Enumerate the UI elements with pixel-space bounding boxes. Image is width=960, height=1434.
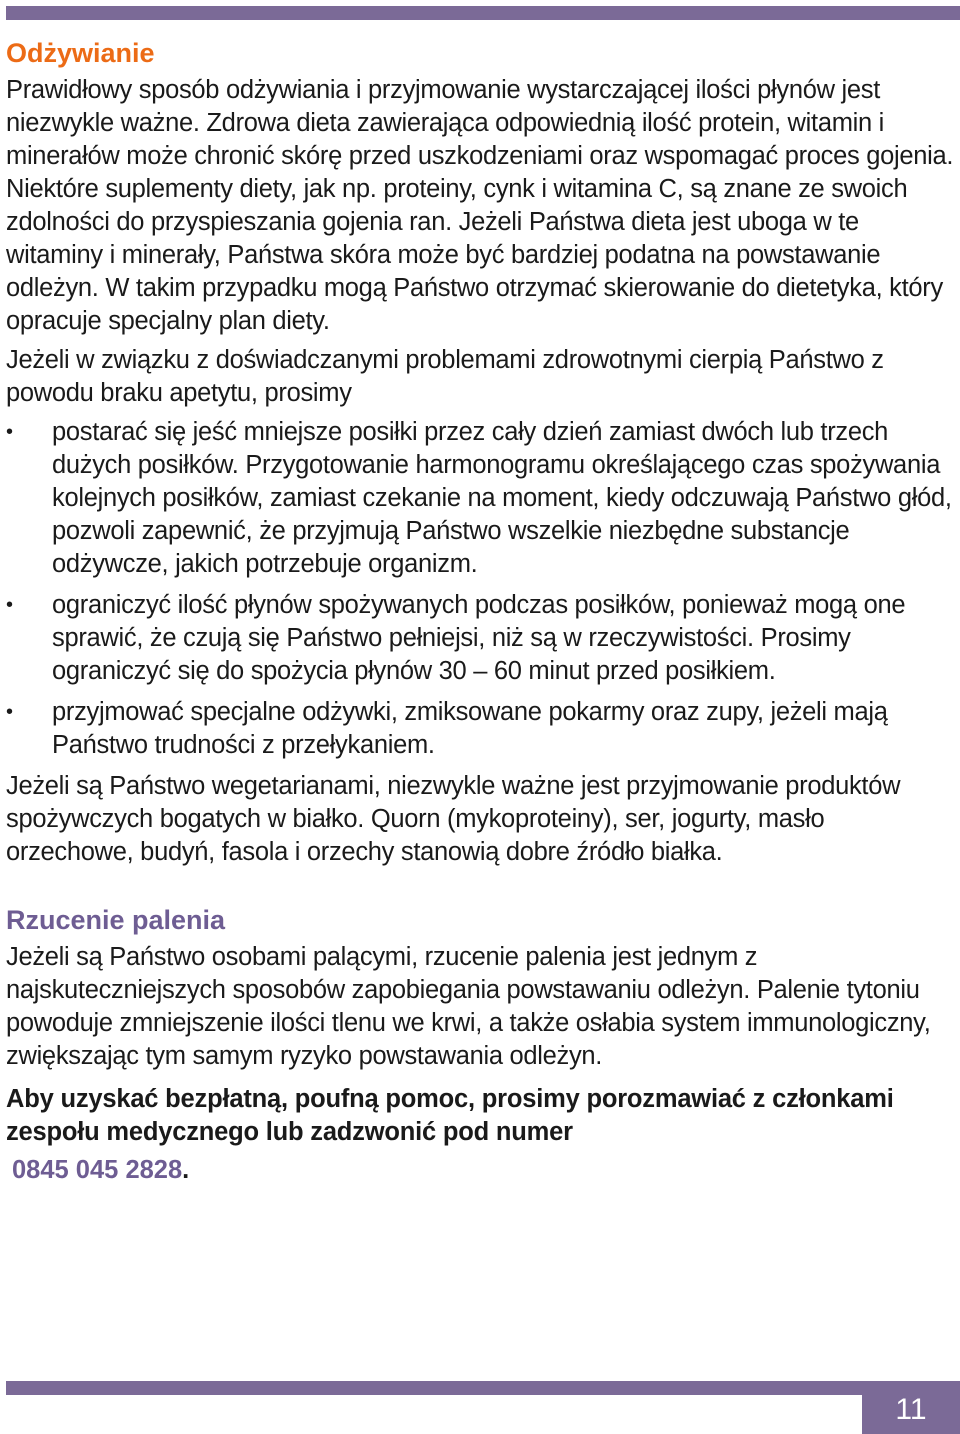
page-number: 11 [895, 1393, 927, 1426]
phone-number[interactable]: 0845 045 2828 [12, 1156, 183, 1184]
section-title-nutrition: Odżywianie [6, 38, 155, 68]
vegetarian-paragraph: Jeżeli są Państwo wegetarianami, niezwykle ważne jest przyjmowanie produktów spożywczych bogatych w białko. Quorn (mykoproteiny), ser, jogurty, masło orzechowe, budyń, fasola i orzechy stanowią dobre źródło białka. [6, 772, 901, 866]
bottom-decorative-bar [6, 1381, 960, 1395]
top-decorative-bar [6, 6, 960, 20]
list-item [6, 696, 956, 762]
smoking-paragraph: Jeżeli są Państwo osobami palącymi, rzucenie palenia jest jednym z najskuteczniejszych sposobów zapobiegania powstawaniu odleżyn. Palenie tytoniu powoduje zmniejszenie ilości tlenu we krwi, a także osłabia system immunologiczny, zwiększając tym samym ryzyko powstawania odleżyn. [6, 943, 931, 1070]
list-item-text: przyjmować specjalne odżywki, zmiksowane pokarmy oraz zupy, jeżeli mają Państwo trudności z przełykaniem. [52, 698, 888, 759]
list-item [6, 416, 956, 581]
appetite-advice-list [6, 416, 956, 762]
bullet-icon: • [6, 701, 13, 723]
list-item-text: ograniczyć ilość płynów spożywanych podczas posiłków, ponieważ mogą one sprawić, że czują się Państwo pełniejsi, niż są w rzeczywistości. Prosimy ograniczyć się do spożycia płynów 30 – 60 minut przed posiłkiem. [52, 591, 906, 685]
section-title-smoking: Rzucenie palenia [6, 905, 226, 935]
bullet-icon: • [6, 594, 13, 616]
page-content [6, 36, 956, 1187]
appetite-paragraph: Jeżeli w związku z doświadczanymi problemami zdrowotnymi cierpią Państwo z powodu braku apetytu, prosimy [6, 346, 884, 407]
page-number-badge [862, 1386, 960, 1434]
nutrition-intro-paragraph: Prawidłowy sposób odżywiania i przyjmowanie wystarczającej ilości płynów jest niezwykle ważne. Zdrowa dieta zawierająca odpowiednią ilość protein, witamin i minerałów może chronić skórę przed uszkodzeniami oraz wspomagać proces gojenia. Niektóre suplementy diety, jak np. proteiny, cynk i witamina C, są znane ze swoich zdolności do przyspieszania gojenia ran. Jeżeli Państwa dieta jest uboga w te witaminy i minerały, Państwa skóra może być bardziej podatna na powstawanie odleżyn. W takim przypadku mogą Państwo otrzymać skierowanie do dietetyka, który opracuje specjalny plan diety. [6, 76, 954, 335]
list-item-text: postarać się jeść mniejsze posiłki przez cały dzień zamiast dwóch lub trzech dużych posiłków. Przygotowanie harmonogramu określającego czas spożywania kolejnych posiłków, zamiast czekanie na moment, kiedy odczuwają Państwo głód, pozwoli zapewnić, że przyjmują Państwo wszelkie niezbędne substancje odżywcze, jakich potrzebuje organizm. [52, 418, 952, 578]
phone-suffix: . [182, 1156, 190, 1184]
bullet-icon: • [6, 421, 13, 443]
list-item [6, 589, 956, 688]
phone-line [6, 1153, 956, 1187]
help-callout: Aby uzyskać bezpłatną, poufną pomoc, prosimy porozmawiać z członkami zespołu medycznego lub zadzwonić pod numer [6, 1085, 894, 1146]
